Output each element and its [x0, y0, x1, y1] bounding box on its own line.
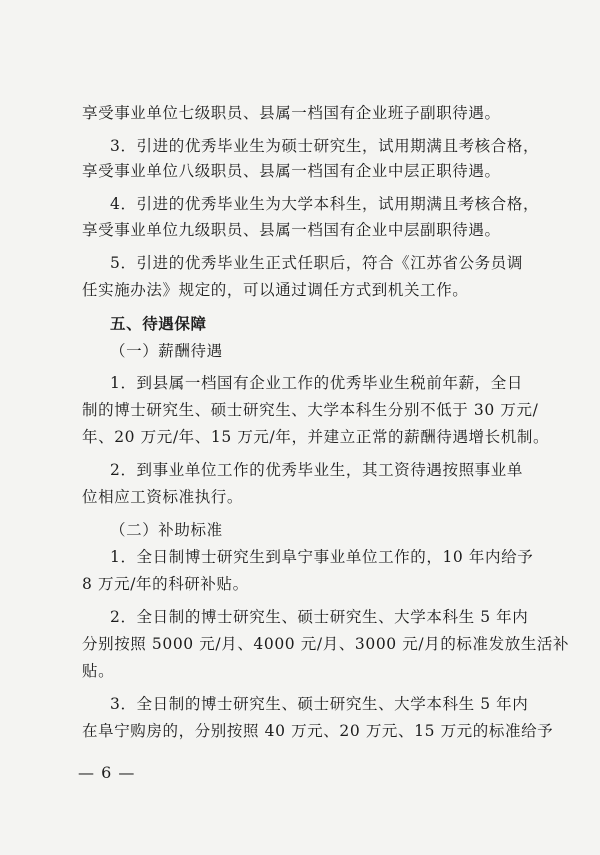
- text-line: 4．引进的优秀毕业生为大学本科生，试用期满且考核合格，: [110, 195, 540, 213]
- text-line: 享受事业单位七级职员、县属一档国有企业班子副职待遇。: [82, 104, 501, 122]
- text-line: 8 万元/年的科研补贴。: [82, 575, 249, 593]
- text-line: 3．引进的优秀毕业生为硕士研究生，试用期满且考核合格，: [110, 137, 540, 155]
- text-line: 在阜宁购房的，分别按照 40 万元、20 万元、15 万元的标准给予: [82, 722, 554, 740]
- text-line: 年、20 万元/年、15 万元/年，并建立正常的薪酬待遇增长机制。: [82, 428, 550, 446]
- text-line: 位相应工资标准执行。: [82, 488, 244, 506]
- section-heading: 五、待遇保障: [110, 315, 207, 333]
- text-line: 制的博士研究生、硕士研究生、大学本科生分别不低于 30 万元/: [82, 401, 539, 419]
- text-line: 任实施办法》规定的，可以通过调任方式到机关工作。: [82, 281, 469, 299]
- text-line: 1．到县属一档国有企业工作的优秀毕业生税前年薪，全日: [110, 374, 523, 392]
- text-line: 分别按照 5000 元/月、4000 元/月、3000 元/月的标准发放生活补: [82, 635, 570, 653]
- text-line: 贴。: [82, 662, 115, 680]
- subsection-heading: （二）补助标准: [110, 521, 223, 539]
- text-line: 1．全日制博士研究生到阜宁事业单位工作的，10 年内给予: [110, 548, 534, 566]
- page-number: — 6 —: [78, 763, 136, 782]
- text-line: 2．全日制的博士研究生、硕士研究生、大学本科生 5 年内: [110, 608, 529, 626]
- text-line: 2．到事业单位工作的优秀毕业生，其工资待遇按照事业单: [110, 461, 523, 479]
- text-line: 5．引进的优秀毕业生正式任职后，符合《江苏省公务员调: [110, 254, 523, 272]
- text-line: 3．全日制的博士研究生、硕士研究生、大学本科生 5 年内: [110, 695, 529, 713]
- text-line: 享受事业单位八级职员、县属一档国有企业中层正职待遇。: [82, 162, 501, 180]
- subsection-heading: （一）薪酬待遇: [110, 342, 223, 360]
- text-line: 享受事业单位九级职员、县属一档国有企业中层副职待遇。: [82, 221, 501, 239]
